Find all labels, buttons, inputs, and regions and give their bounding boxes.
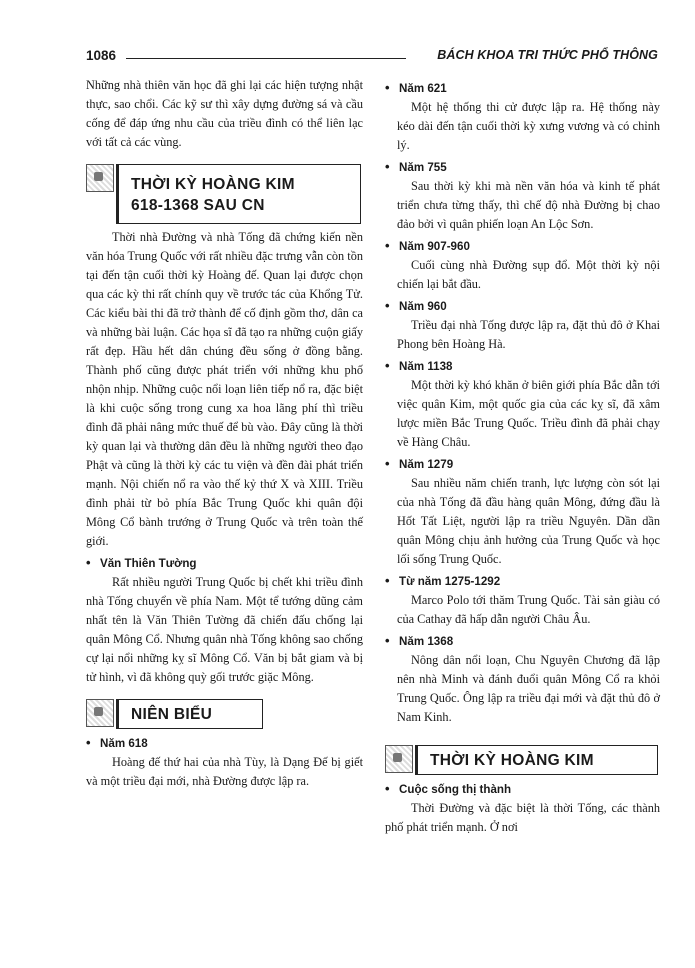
section-heading-golden-age [86, 164, 363, 224]
entry-body-621: Một hệ thống thi cử được lập ra. Hệ thống này kéo dài đến tận cuối thời kỳ xưng vương và có chỉnh lý. [397, 100, 660, 152]
section-title [131, 174, 295, 216]
van-thien-tuong-paragraph: Rất nhiều người Trung Quốc bị chết khi triều đình nhà Tống chuyển về phía Nam. Một tể tướng dũng cảm nhất tên là Văn Thiên Tường đã chiến đấu chống lại quân Mông Cổ. Nhưng quân nhà Tống không sao chống cự lại nổi những kỵ sĩ Mông Cổ. Văn bị bắt giam và bị tử hình, vì đã không quỳ gối trước giặc Mông. [86, 575, 363, 684]
entry-heading-755: • Năm 755 [385, 159, 447, 174]
bullet-icon: • [385, 456, 390, 471]
bullet-icon: • [385, 358, 390, 373]
entry-body-960: Triều đại nhà Tống được lập ra, đặt thủ đô ở Khai Phong bên Hoàng Hà. [397, 318, 660, 351]
entry-heading-urban-life: • Cuộc sống thị thành [385, 781, 512, 796]
bullet-icon: • [385, 781, 390, 796]
bullet-icon: • [86, 735, 91, 750]
section-title: NIÊN BIỂU [131, 706, 213, 723]
entry-body-1368: Nông dân nổi loạn, Chu Nguyên Chương đã lập nên nhà Minh và đánh đuổi quân Mông Cổ ra khỏi Trung Quốc. Ông lập ra triều đại mới và đặt thủ đô ở Nam Kinh. [397, 653, 660, 724]
section-heading-golden-age-2 [385, 745, 660, 775]
section-title-box [116, 164, 361, 224]
entry-body-618: Hoàng đế thứ hai của nhà Tùy, là Dạng Đế bị giết và một triều đại mới, nhà Đường được lập ra. [86, 755, 363, 788]
entry-body-755: Sau thời kỳ khi mà nền văn hóa và kinh tế phát triển chưa từng thấy, thì chế độ nhà Đường bị chao đảo bởi vì quân phiến loạn An Lộc Sơn. [397, 179, 660, 231]
entry-body-1279: Sau nhiều năm chiến tranh, lực lượng còn sót lại của nhà Tống đã đầu hàng quân Mông, đứng đầu là Hốt Tất Liệt, người lập ra triều Nguyên. Dần dần quân Mông chịu ảnh hưởng của Trung Quốc và học lối sống Trung Quốc. [397, 476, 660, 566]
bullet-icon: • [86, 555, 91, 570]
section-title-box [415, 745, 658, 775]
right-column [385, 76, 660, 837]
entry-body-1275-1292: Marco Polo tới thăm Trung Quốc. Tài sản giàu có của Cathay đã hấp dẫn người Châu Âu. [397, 593, 660, 626]
bullet-icon: • [385, 80, 390, 95]
entry-heading-618: • Năm 618 [86, 735, 148, 750]
entry-heading-van-thien-tuong: • Văn Thiên Tường [86, 555, 197, 570]
bullet-icon: • [385, 633, 390, 648]
section-title-line1: THỜI KỲ HOÀNG KIM [131, 176, 295, 193]
ornament-icon [385, 745, 413, 773]
golden-age-paragraph: Thời nhà Đường và nhà Tống đã chứng kiến nền văn hóa Trung Quốc với rất nhiều đặc trưng vẫn còn tồn tại đến tận cuối thời kỳ Hoàng đế. Quan lại được chọn qua các kỳ thi rất chính quy về trước tác của Khổng Tử. Các kiểu bài thi đã trở thành để cố định gồm thơ, dân ca và những bài luận. Các họa sĩ đã tạo ra những cuộn giấy rất đẹp. Hầu hết dân chúng đều sống ở đồng bằng. Thành phố cũng được phát triển với những khu phố nhộn nhịp. Những cuộc nổi loạn liên tiếp nổ ra, đặc biệt là khi cuộc sống trong cung xa hoa lãng phí thì triều đình đã phải nâng mức thuế để bù vào. Đây cũng là thời kỳ quan lại và thường dân đều là những người theo đạo Phật và cũng là thời kỳ các tu viện và đền đài phát triển mạnh. Nội chiến nổ ra vào thế kỷ thứ X và XIII. Triều đình phải từ bỏ phía Bắc Trung Quốc khi quân đội Mông Cổ bành trướng ở Trung Quốc và trên toàn thế giới. [86, 230, 363, 548]
bullet-icon: • [385, 573, 390, 588]
section-title-box [116, 699, 263, 729]
entry-heading-621: • Năm 621 [385, 80, 447, 95]
section-heading-timeline [86, 699, 363, 729]
section-title: THỜI KỲ HOÀNG KIM [430, 752, 594, 769]
page-header [86, 48, 658, 70]
urban-life-paragraph: Thời Đường và đặc biệt là thời Tống, các thành phố phát triển mạnh. Ở nơi [385, 801, 660, 834]
entry-heading-1138: • Năm 1138 [385, 358, 453, 373]
ornament-icon [86, 164, 114, 192]
running-title: BÁCH KHOA TRI THỨC PHỔ THÔNG [437, 48, 658, 62]
entry-body-907-960: Cuối cùng nhà Đường sụp đổ. Một thời kỳ nội chiến lại bắt đầu. [397, 258, 660, 291]
left-column [86, 76, 363, 791]
entry-heading-1275-1292: • Từ năm 1275-1292 [385, 573, 501, 588]
intro-paragraph: Những nhà thiên văn học đã ghi lại các hiện tượng nhật thực, sao chổi. Các kỹ sư thì xây dựng đường sá và cầu cống để đáp ứng nhu cầu của triều đình có thể liên lạc với tất cả các vùng. [86, 78, 363, 149]
entry-heading-960: • Năm 960 [385, 298, 447, 313]
entry-heading-907-960: • Năm 907-960 [385, 238, 470, 253]
entry-heading-1368: • Năm 1368 [385, 633, 454, 648]
entry-heading-1279: • Năm 1279 [385, 456, 454, 471]
bullet-icon: • [385, 298, 390, 313]
entry-body-1138: Một thời kỳ khó khăn ở biên giới phía Bắc dẫn tới việc quân Kim, một quốc gia của các kỵ sĩ, đã xâm lược miền Bắc Trung Quốc. Triều đình đã phải chạy về Hàng Châu. [397, 378, 660, 449]
header-rule [126, 58, 406, 59]
bullet-icon: • [385, 159, 390, 174]
ornament-icon [86, 699, 114, 727]
page-number: 1086 [86, 48, 117, 63]
section-title-line2: 618-1368 SAU CN [131, 197, 265, 214]
bullet-icon: • [385, 238, 390, 253]
